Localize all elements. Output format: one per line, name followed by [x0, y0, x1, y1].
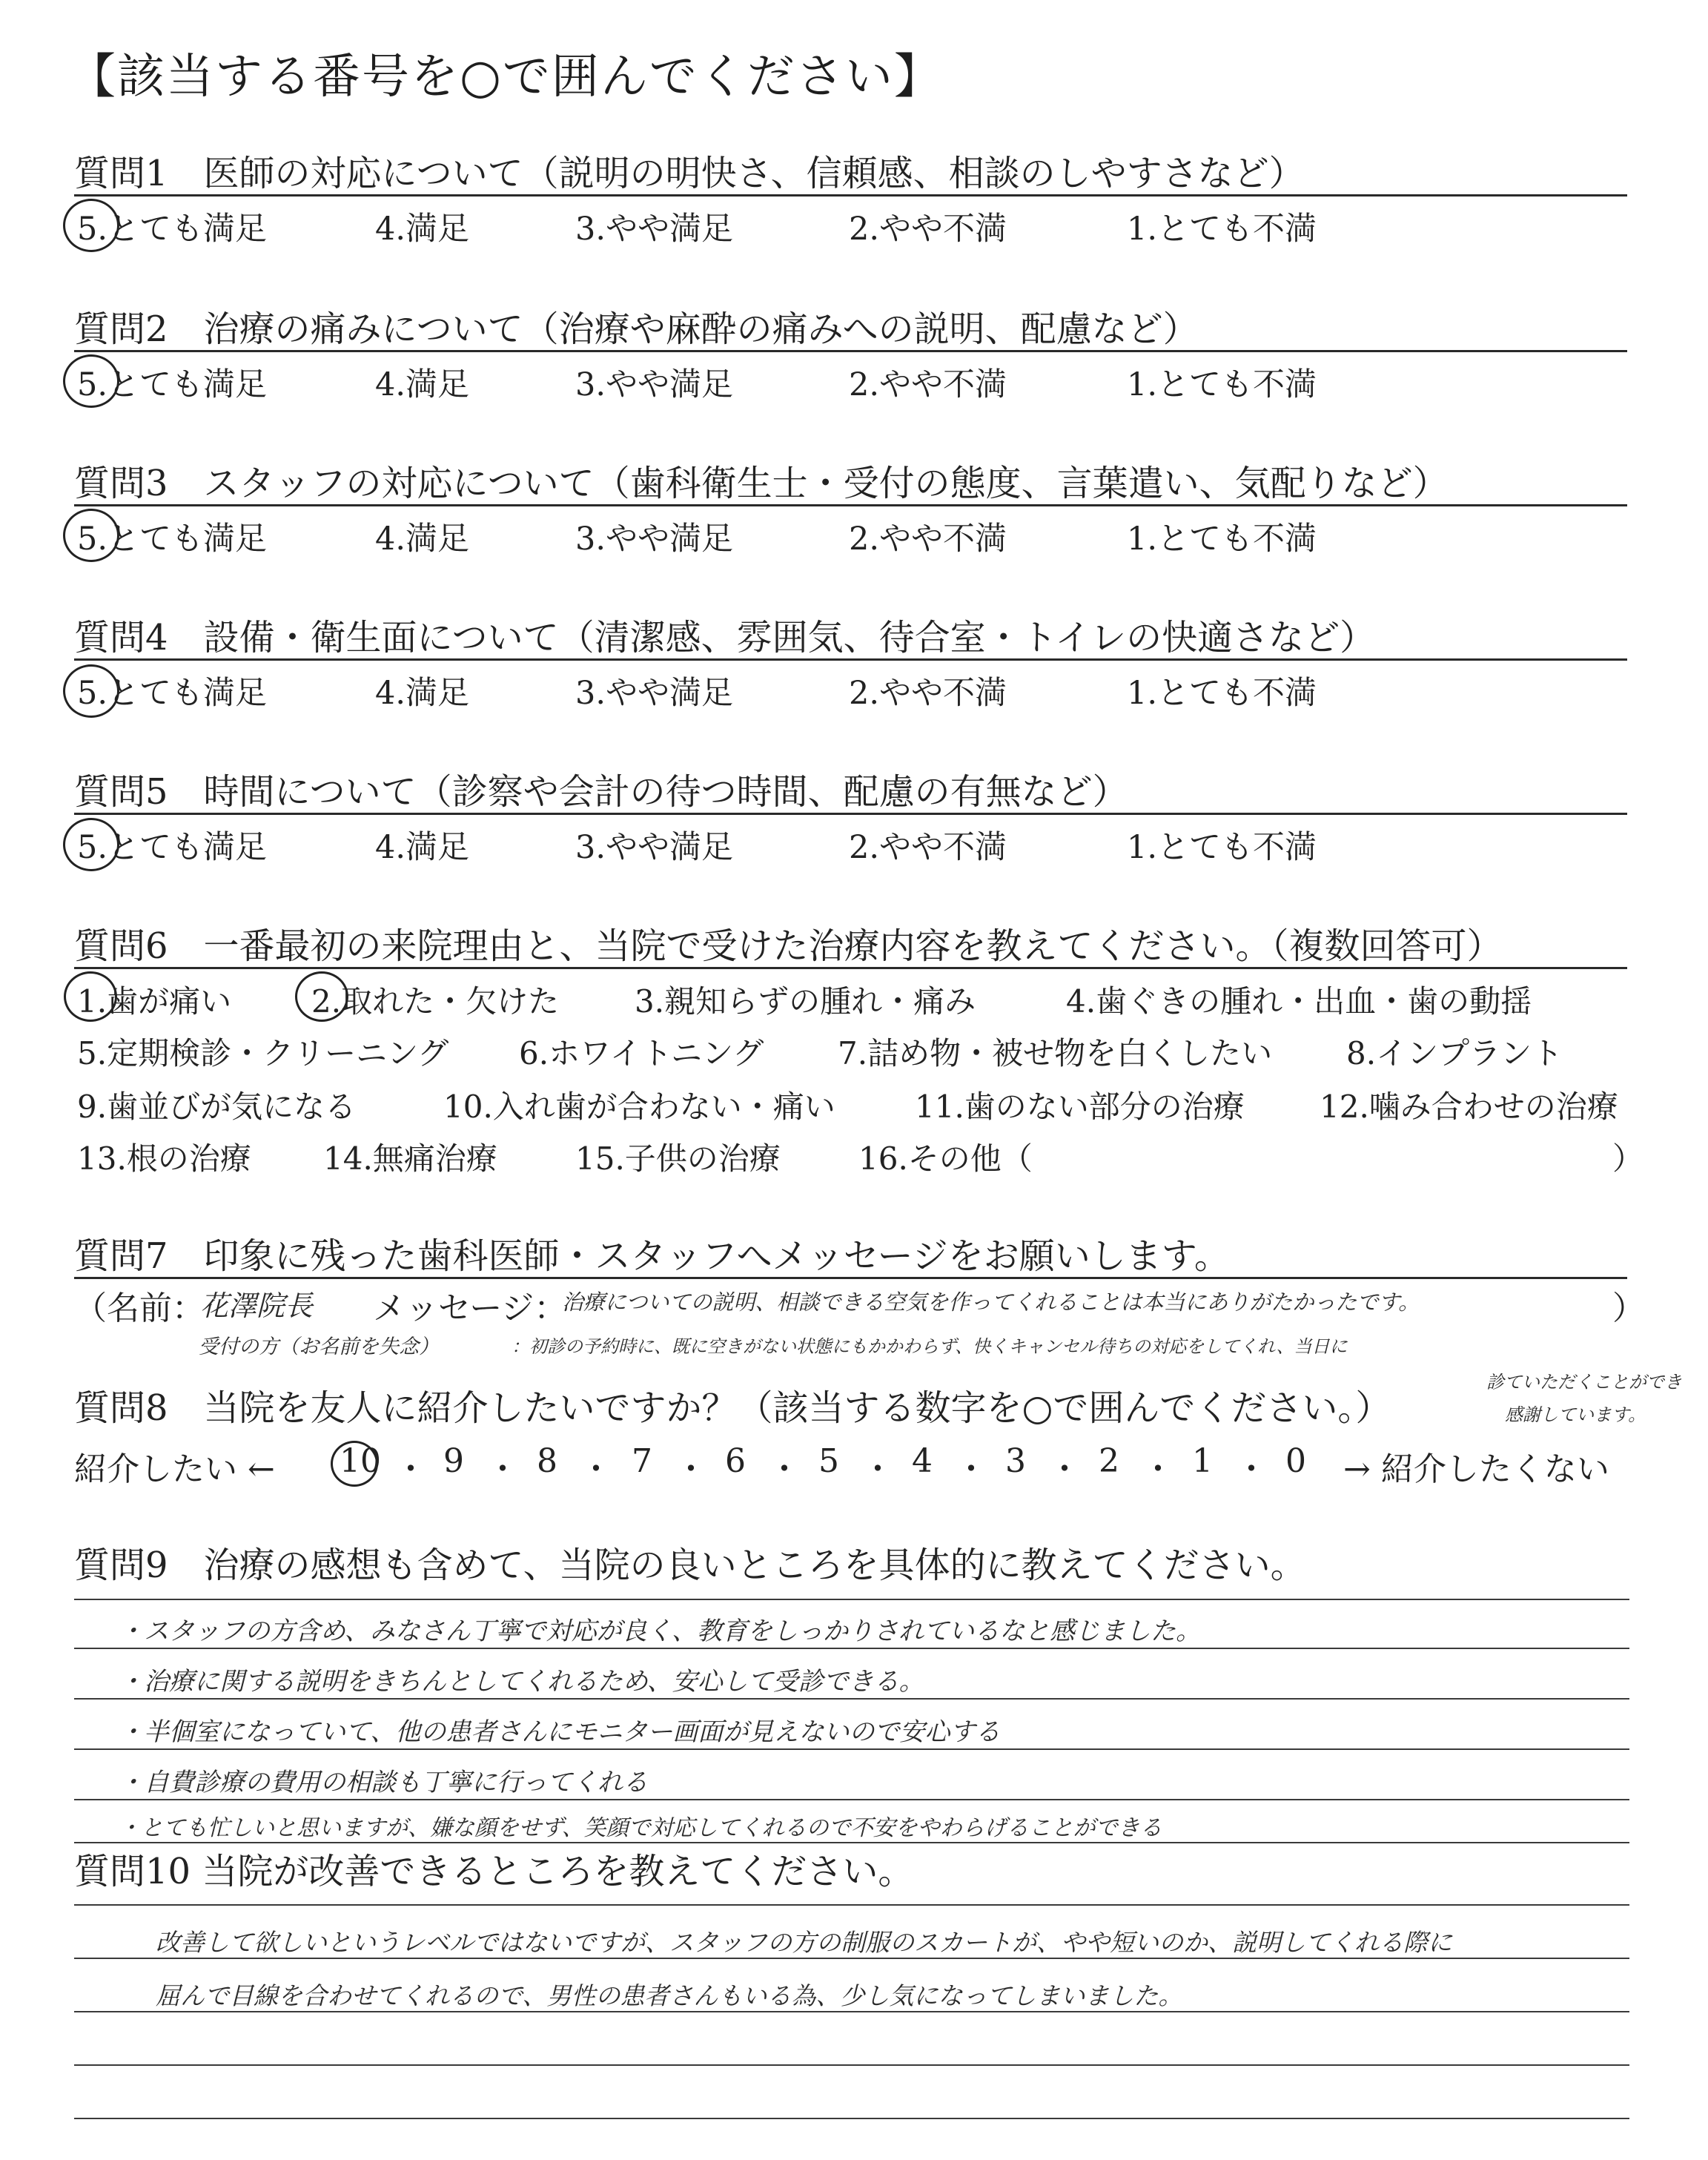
q10-answer-1: 改善して欲しいというレベルではないですが、スタッフの方の制服のスカートが、やや短いのか、説明してくれる際に — [156, 1928, 1452, 1957]
q1-option-1[interactable]: 1.とても不満 — [1127, 211, 1317, 248]
q6-option-8[interactable]: 8.インプラント — [1346, 1035, 1563, 1071]
q7-message-line-1: 治療についての説明、相談できる空気を作ってくれることは本当にありがたかったです。 — [562, 1289, 1420, 1315]
q4-option-5[interactable]: 5.とても満足 — [77, 675, 268, 712]
q8-scale-6[interactable]: 6 — [725, 1442, 746, 1480]
q8-dot: ・ — [1142, 1450, 1174, 1488]
q7-line-3-a: 診ていただくことができ — [1486, 1372, 1682, 1393]
q6-option-11[interactable]: 11.歯のない部分の治療 — [915, 1089, 1245, 1125]
q1-option-5[interactable]: 5.とても満足 — [77, 211, 268, 248]
q2-selected-circle — [63, 354, 119, 408]
q9-answer-4: ・自費診療の費用の相談も丁寧に行ってくれる — [119, 1768, 648, 1797]
q3-selected-circle — [63, 509, 119, 562]
question-1-rule — [74, 194, 1627, 196]
q9-answer-line — [74, 1799, 1629, 1800]
q6-option-10[interactable]: 10.入れ歯が合わない・痛い — [443, 1089, 835, 1125]
q10-answer-line — [74, 2118, 1629, 2119]
q3-option-1[interactable]: 1.とても不満 — [1127, 521, 1317, 558]
q8-dot: ・ — [675, 1450, 707, 1488]
q7-line-2-name: 受付の方（お名前を失念） — [199, 1335, 439, 1358]
q7-name-value: 花澤院長 — [200, 1289, 314, 1322]
q8-dot: ・ — [861, 1450, 894, 1488]
q6-option-9[interactable]: 9.歯並びが気になる — [77, 1089, 357, 1125]
q10-answer-2: 屈んで目線を合わせてくれるので、男性の患者さんもいる為、少し気になってしまいました。 — [156, 1981, 1183, 2010]
q4-option-2[interactable]: 2.やや不満 — [849, 675, 1007, 712]
q5-option-3[interactable]: 3.やや満足 — [575, 829, 734, 866]
q6-option-2[interactable]: 2.取れた・欠けた — [311, 983, 560, 1020]
question-3-title: 質問3 スタッフの対応について（歯科衛生士・受付の態度、言葉遣い、気配りなど） — [74, 463, 1449, 504]
question-6-title: 質問6 一番最初の来院理由と、当院で受けた治療内容を教えてください。（複数回答可） — [74, 925, 1503, 967]
q7-message-label: メッセージ： — [373, 1289, 567, 1327]
q4-option-4[interactable]: 4.満足 — [375, 675, 470, 712]
q9-answer-line — [74, 1648, 1629, 1649]
q8-scale-9[interactable]: 9 — [443, 1442, 464, 1480]
q8-dot: ・ — [486, 1450, 519, 1488]
q5-option-5[interactable]: 5.とても満足 — [77, 829, 268, 866]
question-3-rule — [74, 504, 1627, 506]
q2-option-5[interactable]: 5.とても満足 — [77, 366, 268, 403]
q6-other-close-paren: ） — [1612, 1140, 1644, 1177]
q7-close-paren: ） — [1612, 1289, 1645, 1327]
q8-dot: ・ — [1235, 1450, 1268, 1488]
q10-answer-line — [74, 1904, 1629, 1906]
q2-option-3[interactable]: 3.やや満足 — [575, 366, 734, 403]
q5-selected-circle — [63, 818, 119, 871]
question-9-title: 質問9 治療の感想も含めて、当院の良いところを具体的に教えてください。 — [74, 1545, 1306, 1586]
page-title: 【該当する番号を○で囲んでください】 — [68, 50, 943, 105]
question-5-rule — [74, 813, 1627, 815]
q6-option-1[interactable]: 1.歯が痛い — [77, 983, 232, 1020]
q8-scale-8[interactable]: 8 — [537, 1442, 557, 1480]
q8-scale-1[interactable]: 1 — [1192, 1442, 1213, 1480]
q1-option-2[interactable]: 2.やや不満 — [849, 211, 1007, 248]
q9-answer-2: ・治療に関する説明をきちんとしてくれるため、安心して受診できる。 — [119, 1667, 924, 1697]
q8-right-label: → 紹介したくない — [1343, 1450, 1609, 1488]
q6-option-16[interactable]: 16.その他（ — [858, 1140, 1033, 1177]
q10-answer-line — [74, 2064, 1629, 2066]
q8-scale-3[interactable]: 3 — [1005, 1442, 1026, 1480]
q6-selected-circle-1 — [64, 971, 117, 1022]
q8-scale-7[interactable]: 7 — [632, 1442, 652, 1480]
q3-option-5[interactable]: 5.とても満足 — [77, 521, 268, 558]
q3-option-3[interactable]: 3.やや満足 — [575, 521, 734, 558]
q9-answer-1: ・スタッフの方含め、みなさん丁寧で対応が良く、教育をしっかりされているなと感じました。 — [119, 1616, 1201, 1646]
q8-dot: ・ — [1048, 1450, 1081, 1488]
q6-option-14[interactable]: 14.無痛治療 — [323, 1140, 497, 1177]
q4-selected-circle — [63, 664, 119, 718]
q8-scale-0[interactable]: 0 — [1285, 1442, 1306, 1480]
q6-option-4[interactable]: 4.歯ぐきの腫れ・出血・歯の動揺 — [1066, 983, 1532, 1020]
q6-option-12[interactable]: 12.噛み合わせの治療 — [1320, 1089, 1618, 1125]
question-4-title: 質問4 設備・衛生面について（清潔感、雰囲気、待合室・トイレの快適さなど） — [74, 617, 1376, 658]
q8-scale-5[interactable]: 5 — [818, 1442, 839, 1480]
question-7-rule — [74, 1277, 1627, 1279]
q8-dot: ・ — [955, 1450, 987, 1488]
q8-dot: ・ — [768, 1450, 801, 1488]
q2-option-1[interactable]: 1.とても不満 — [1127, 366, 1317, 403]
q8-dot: ・ — [580, 1450, 612, 1488]
q6-option-5[interactable]: 5.定期検診・クリーニング — [77, 1035, 449, 1071]
q3-option-4[interactable]: 4.満足 — [375, 521, 470, 558]
q6-option-15[interactable]: 15.子供の治療 — [575, 1140, 781, 1177]
question-5-title: 質問5 時間について（診察や会計の待つ時間、配慮の有無など） — [74, 771, 1128, 813]
q6-option-7[interactable]: 7.詰め物・被せ物を白くしたい — [838, 1035, 1273, 1071]
q9-answer-line — [74, 1698, 1629, 1700]
q1-selected-circle — [63, 199, 119, 252]
q4-option-3[interactable]: 3.やや満足 — [575, 675, 734, 712]
q8-scale-2[interactable]: 2 — [1099, 1442, 1119, 1480]
q5-option-4[interactable]: 4.満足 — [375, 829, 470, 866]
question-8-title: 質問8 当院を友人に紹介したいですか？（該当する数字を○で囲んでください。） — [74, 1387, 1391, 1429]
q6-option-13[interactable]: 13.根の治療 — [77, 1140, 251, 1177]
q8-scale-4[interactable]: 4 — [912, 1442, 933, 1480]
q7-name-label: （名前： — [74, 1289, 205, 1327]
q7-line-2-message: ：初診の予約時に、既に空きがない状態にもかかわらず、快くキャンセル待ちの対応をしてくれ、当日に — [512, 1336, 1348, 1357]
q8-scale-10[interactable]: 10 — [340, 1442, 381, 1480]
q9-answer-line — [74, 1599, 1629, 1600]
question-6-rule — [74, 967, 1627, 969]
q9-answer-3: ・半個室になっていて、他の患者さんにモニター画面が見えないので安心する — [119, 1717, 1001, 1747]
question-10-title: 質問10 当院が改善できるところを教えてください。 — [74, 1851, 914, 1892]
question-4-rule — [74, 658, 1627, 661]
question-7-title: 質問7 印象に残った歯科医師・スタッフへメッセージをお願いします。 — [74, 1235, 1230, 1277]
question-1-title: 質問1 医師の対応について（説明の明快さ、信頼感、相談のしやすさなど） — [74, 153, 1305, 194]
q5-option-2[interactable]: 2.やや不満 — [849, 829, 1007, 866]
q4-option-1[interactable]: 1.とても不満 — [1127, 675, 1317, 712]
q5-option-1[interactable]: 1.とても不満 — [1127, 829, 1317, 866]
q2-option-2[interactable]: 2.やや不満 — [849, 366, 1007, 403]
q8-selected-circle — [331, 1441, 378, 1487]
q9-answer-5: ・とても忙しいと思いますが、嫌な顔をせず、笑顔で対応してくれるので不安をやわらげることができる — [119, 1815, 1162, 1841]
question-2-rule — [74, 350, 1627, 352]
q8-left-label: 紹介したい ← — [74, 1450, 275, 1488]
q1-option-3[interactable]: 3.やや満足 — [575, 211, 734, 248]
q2-option-4[interactable]: 4.満足 — [375, 366, 470, 403]
question-2-title: 質問2 治療の痛みについて（治療や麻酔の痛みへの説明、配慮など） — [74, 308, 1199, 350]
q9-answer-line — [74, 1748, 1629, 1750]
q6-option-6[interactable]: 6.ホワイトニング — [519, 1035, 764, 1071]
q6-option-3[interactable]: 3.親知らずの腫れ・痛み — [635, 983, 976, 1020]
q1-option-4[interactable]: 4.満足 — [375, 211, 470, 248]
q3-option-2[interactable]: 2.やや不満 — [849, 521, 1007, 558]
q7-line-3-b: 感謝しています。 — [1505, 1404, 1646, 1425]
q6-selected-circle-2 — [295, 971, 348, 1022]
q8-dot: ・ — [394, 1450, 427, 1488]
